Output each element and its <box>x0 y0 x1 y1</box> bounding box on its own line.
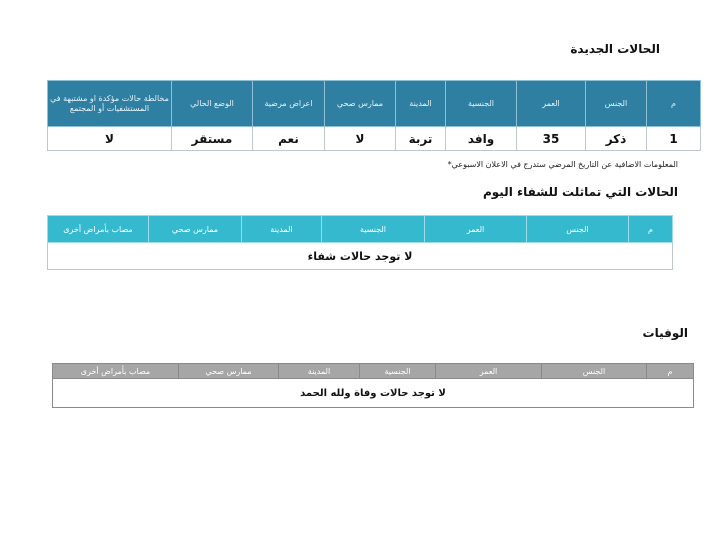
col-header-nationality: الجنسية <box>446 81 517 127</box>
cell-age: 35 <box>517 127 586 151</box>
cell-gender: ذكر <box>586 127 647 151</box>
col-header-health-worker: ممارس صحي <box>179 364 279 379</box>
col-header-city: المدينة <box>279 364 360 379</box>
col-header-index: م <box>629 216 673 243</box>
recovered-title: الحالات التي تماثلت للشفاء اليوم <box>482 185 678 199</box>
table-row <box>48 243 673 270</box>
col-header-symptoms: اعراض مرضية <box>253 81 325 127</box>
empty-message: لا توجد حالات شفاء <box>48 243 673 270</box>
col-header-index: م <box>647 364 694 379</box>
recovered-table <box>47 215 673 270</box>
col-header-current-status: الوضع الحالي <box>172 81 253 127</box>
col-header-age: العمر <box>517 81 586 127</box>
deaths-header-row <box>53 364 694 379</box>
recovered-header-row <box>48 216 673 243</box>
new-cases-table <box>47 80 701 151</box>
col-header-other-diseases: مصاب بأمراض أخرى <box>53 364 179 379</box>
col-header-city: المدينة <box>396 81 446 127</box>
col-header-gender: الجنس <box>542 364 647 379</box>
deaths-title: الوفيات <box>642 326 688 340</box>
col-header-city: المدينة <box>242 216 322 243</box>
cell-contact: لا <box>48 127 172 151</box>
additional-info-note: المعلومات الاضافية عن التاريخ المرضي ستدرج في الاعلان الاسبوعي* <box>447 160 678 169</box>
col-header-age: العمر <box>425 216 527 243</box>
table-row <box>53 379 694 408</box>
new-cases-header-row <box>48 81 701 127</box>
cell-index: 1 <box>647 127 701 151</box>
col-header-other-diseases: مصاب بأمراض أخرى <box>48 216 149 243</box>
empty-message: لا توجد حالات وفاة ولله الحمد <box>53 379 694 408</box>
col-header-nationality: الجنسية <box>360 364 436 379</box>
cell-city: تربة <box>396 127 446 151</box>
cell-symptoms: نعم <box>253 127 325 151</box>
deaths-table <box>52 363 694 408</box>
table-row <box>48 127 701 151</box>
col-header-health-worker: ممارس صحي <box>149 216 242 243</box>
cell-health-worker: لا <box>325 127 396 151</box>
cell-nationality: وافد <box>446 127 517 151</box>
col-header-gender: الجنس <box>586 81 647 127</box>
col-header-gender: الجنس <box>527 216 629 243</box>
col-header-health-worker: ممارس صحي <box>325 81 396 127</box>
col-header-index: م <box>647 81 701 127</box>
new-cases-title: الحالات الجديدة <box>570 42 660 56</box>
col-header-contact: مخالطة حالات مؤكدة او مشتبهة في المستشفيات أو المجتمع <box>48 81 172 127</box>
col-header-age: العمر <box>436 364 542 379</box>
col-header-nationality: الجنسية <box>322 216 425 243</box>
cell-current-status: مستقر <box>172 127 253 151</box>
